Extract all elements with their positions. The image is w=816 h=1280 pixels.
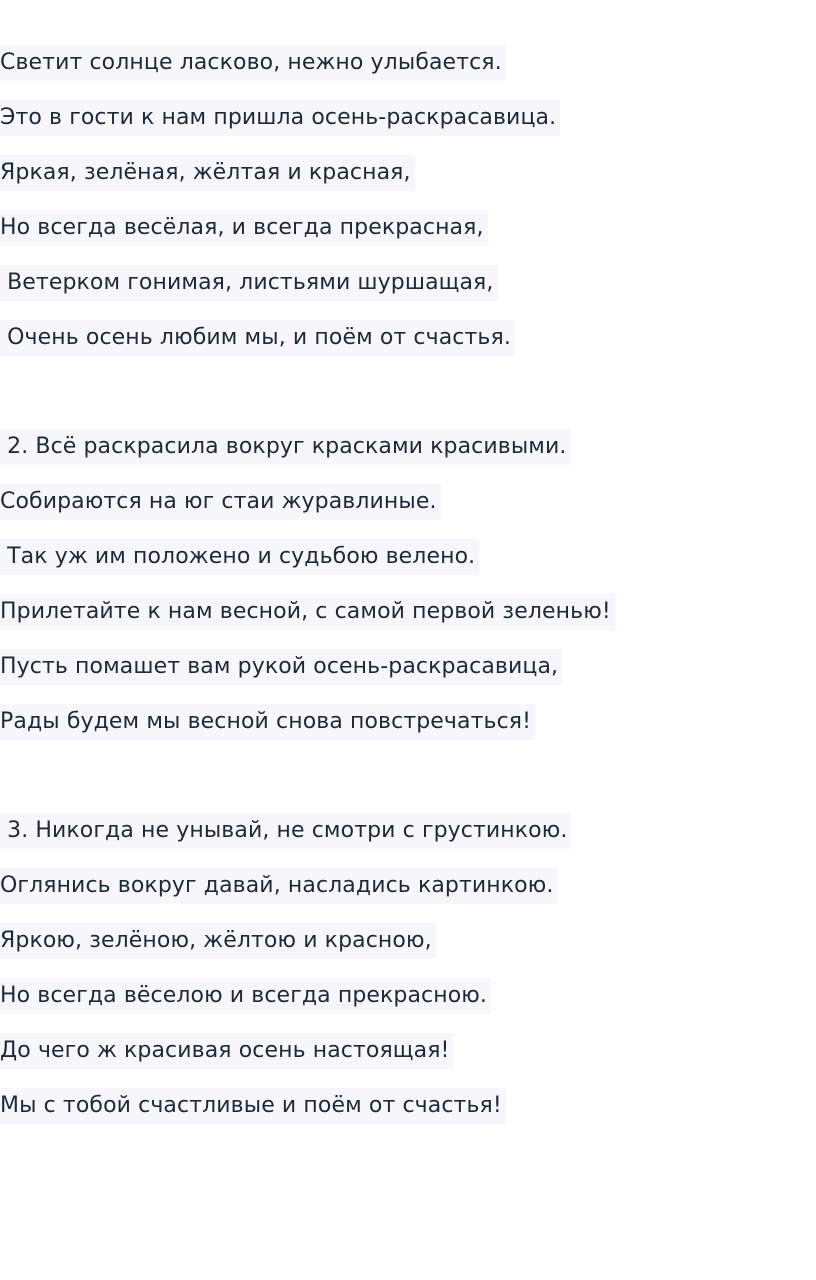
poem-line: Прилетайте к нам весной, с самой первой зеленью! [0, 594, 816, 649]
poem-line: Очень осень любим мы, и поём от счастья. [0, 320, 816, 375]
poem-line: Так уж им положено и судьбою велено. [0, 539, 816, 594]
poem-line: Но всегда вёселою и всегда прекрасною. [0, 978, 816, 1033]
poem-line: Светит солнце ласково, нежно улыбается. [0, 45, 816, 100]
poem-line: До чего ж красивая осень настоящая! [0, 1033, 816, 1088]
poem-line: Мы с тобой счастливые и поём от счастья! [0, 1088, 816, 1143]
poem-line: Пусть помашет вам рукой осень-раскрасавица, [0, 649, 816, 704]
poem-line: Собираются на юг стаи журавлиные. [0, 484, 816, 539]
poem-line: Яркая, зелёная, жёлтая и красная, [0, 155, 816, 210]
stanza-2 [0, 429, 816, 759]
stanza-1 [0, 45, 816, 375]
stanza-3 [0, 813, 816, 1143]
poem-line: Яркою, зелёною, жёлтою и красною, [0, 923, 816, 978]
poem-line: Ветерком гонимая, листьями шуршащая, [0, 265, 816, 320]
poem-line: 2. Всё раскрасила вокруг красками красивыми. [0, 429, 816, 484]
poem-line: Оглянись вокруг давай, насладись картинкою. [0, 868, 816, 923]
poem-line: 3. Никогда не унывай, не смотри с грустинкою. [0, 813, 816, 868]
poem-line: Рады будем мы весной снова повстречаться! [0, 704, 816, 759]
poem-line: Это в гости к нам пришла осень-раскрасавица. [0, 100, 816, 155]
stanza-gap [0, 375, 816, 429]
stanza-gap [0, 759, 816, 813]
poem-line: Но всегда весёлая, и всегда прекрасная, [0, 210, 816, 265]
